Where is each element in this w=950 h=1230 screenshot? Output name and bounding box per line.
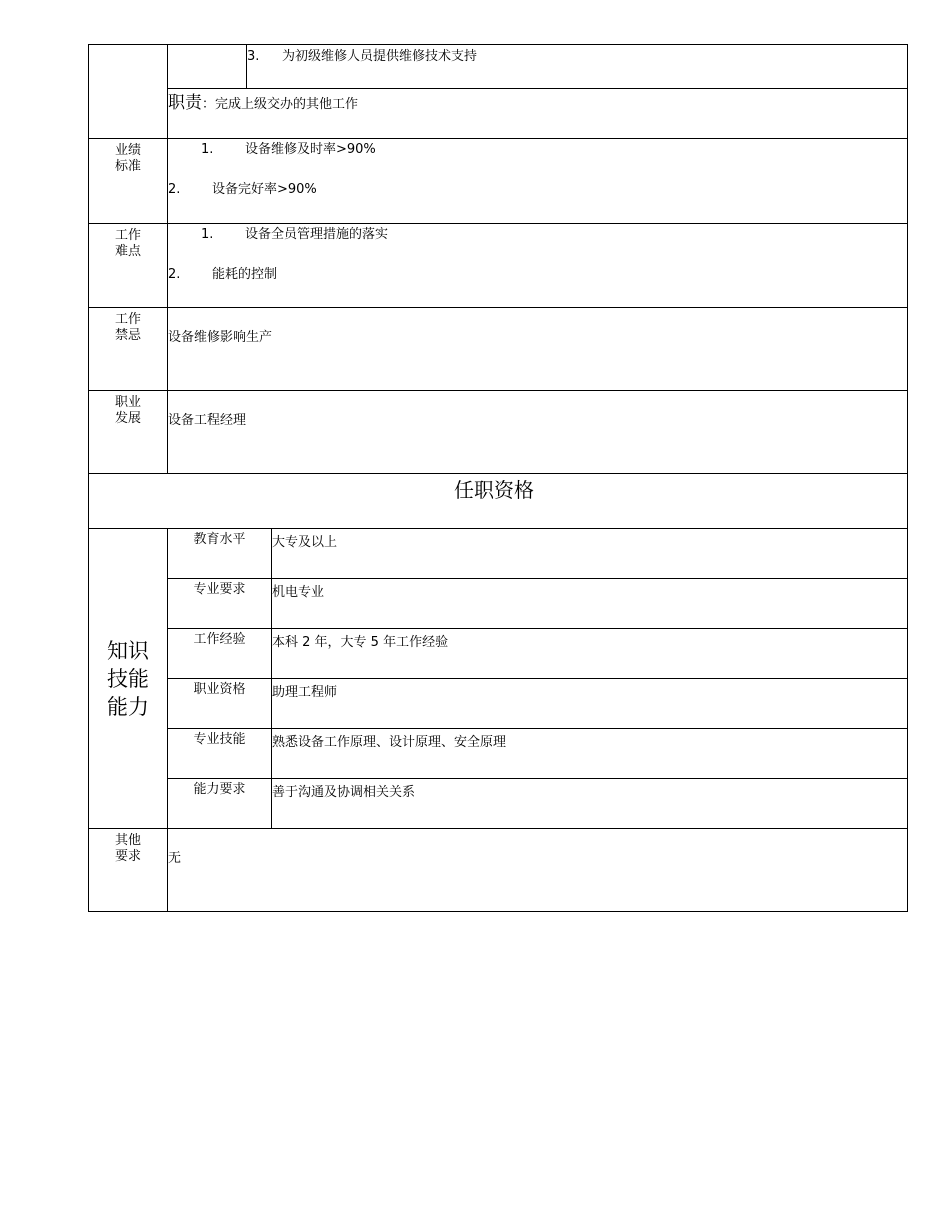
ability-label: 能力要求 <box>168 779 272 829</box>
qualification-row <box>89 679 908 729</box>
taboos-content <box>168 308 908 391</box>
responsibility-item-row <box>89 45 908 89</box>
group-label-line2: 技能 <box>107 666 149 691</box>
certification-label: 职业资格 <box>168 679 272 729</box>
taboos-row <box>89 308 908 391</box>
taboos-text: 设备维修影响生产 <box>168 330 273 345</box>
difficulties-label-line1: 工作 <box>114 228 141 243</box>
career-label-line2: 发展 <box>114 410 141 426</box>
qualification-row <box>89 579 908 629</box>
ability-value: 善于沟通及协调相关关系 <box>272 779 908 829</box>
experience-label: 工作经验 <box>168 629 272 679</box>
experience-value: 本科 2 年，大专 5 年工作经验 <box>272 629 908 679</box>
taboos-label <box>89 308 168 391</box>
job-description-page <box>88 44 907 912</box>
other-label-line2: 要求 <box>114 848 141 864</box>
item-number: 3. <box>247 49 260 64</box>
career-text: 设备工程经理 <box>168 413 247 428</box>
other-label-line1: 其他 <box>114 833 141 848</box>
career-content <box>168 391 908 474</box>
skills-label: 专业技能 <box>168 729 272 779</box>
skills-value: 熟悉设备工作原理、设计原理、安全原理 <box>272 729 908 779</box>
difficulties-label-line2: 难点 <box>114 243 141 259</box>
major-value: 机电专业 <box>272 579 908 629</box>
item-number: 1. <box>201 142 214 157</box>
qualification-row <box>89 529 908 579</box>
group-label-line1: 知识 <box>107 638 149 663</box>
performance-row <box>89 139 908 224</box>
other-content <box>168 829 908 912</box>
other-label <box>89 829 168 912</box>
education-value: 大专及以上 <box>272 529 908 579</box>
major-label: 专业要求 <box>168 579 272 629</box>
difficulties-content <box>168 224 908 308</box>
other-text: 无 <box>168 851 182 866</box>
difficulties-row <box>89 224 908 308</box>
duty-text: ：完成上级交办的其他工作 <box>202 97 359 112</box>
item-number: 2. <box>168 266 181 282</box>
qualifications-title: 任职资格 <box>454 478 534 502</box>
performance-content <box>168 139 908 224</box>
item-text: 能耗的控制 <box>212 266 278 282</box>
job-description-table <box>88 44 908 912</box>
performance-label-line2: 标准 <box>114 158 141 174</box>
qualifications-title-cell <box>89 474 908 529</box>
responsibility-item-cell <box>247 45 908 89</box>
item-number: 2. <box>168 181 181 197</box>
career-label-line1: 职业 <box>114 395 141 410</box>
responsibility-label-cell <box>89 45 168 139</box>
qualification-row <box>89 779 908 829</box>
qualifications-title-row <box>89 474 908 529</box>
certification-value: 助理工程师 <box>272 679 908 729</box>
responsibility-blank-cell <box>168 45 247 89</box>
career-label <box>89 391 168 474</box>
other-row <box>89 829 908 912</box>
performance-label-line1: 业绩 <box>114 143 141 158</box>
qualification-row <box>89 629 908 679</box>
duty-label: 职责 <box>168 93 202 113</box>
duty-row <box>89 89 908 139</box>
item-text: 设备完好率>90% <box>212 181 317 197</box>
group-label-line3: 能力 <box>107 694 149 719</box>
qualification-row <box>89 729 908 779</box>
item-text: 为初级维修人员提供维修技术支持 <box>282 49 478 64</box>
item-text: 设备维修及时率>90% <box>245 142 376 157</box>
difficulties-label <box>89 224 168 308</box>
item-text: 设备全员管理措施的落实 <box>245 227 389 242</box>
item-number: 1. <box>201 227 214 242</box>
performance-label <box>89 139 168 224</box>
qualifications-group-label <box>89 529 168 829</box>
taboos-label-line2: 禁忌 <box>114 327 141 343</box>
duty-cell <box>168 89 908 139</box>
taboos-label-line1: 工作 <box>114 312 141 327</box>
career-row <box>89 391 908 474</box>
education-label: 教育水平 <box>168 529 272 579</box>
